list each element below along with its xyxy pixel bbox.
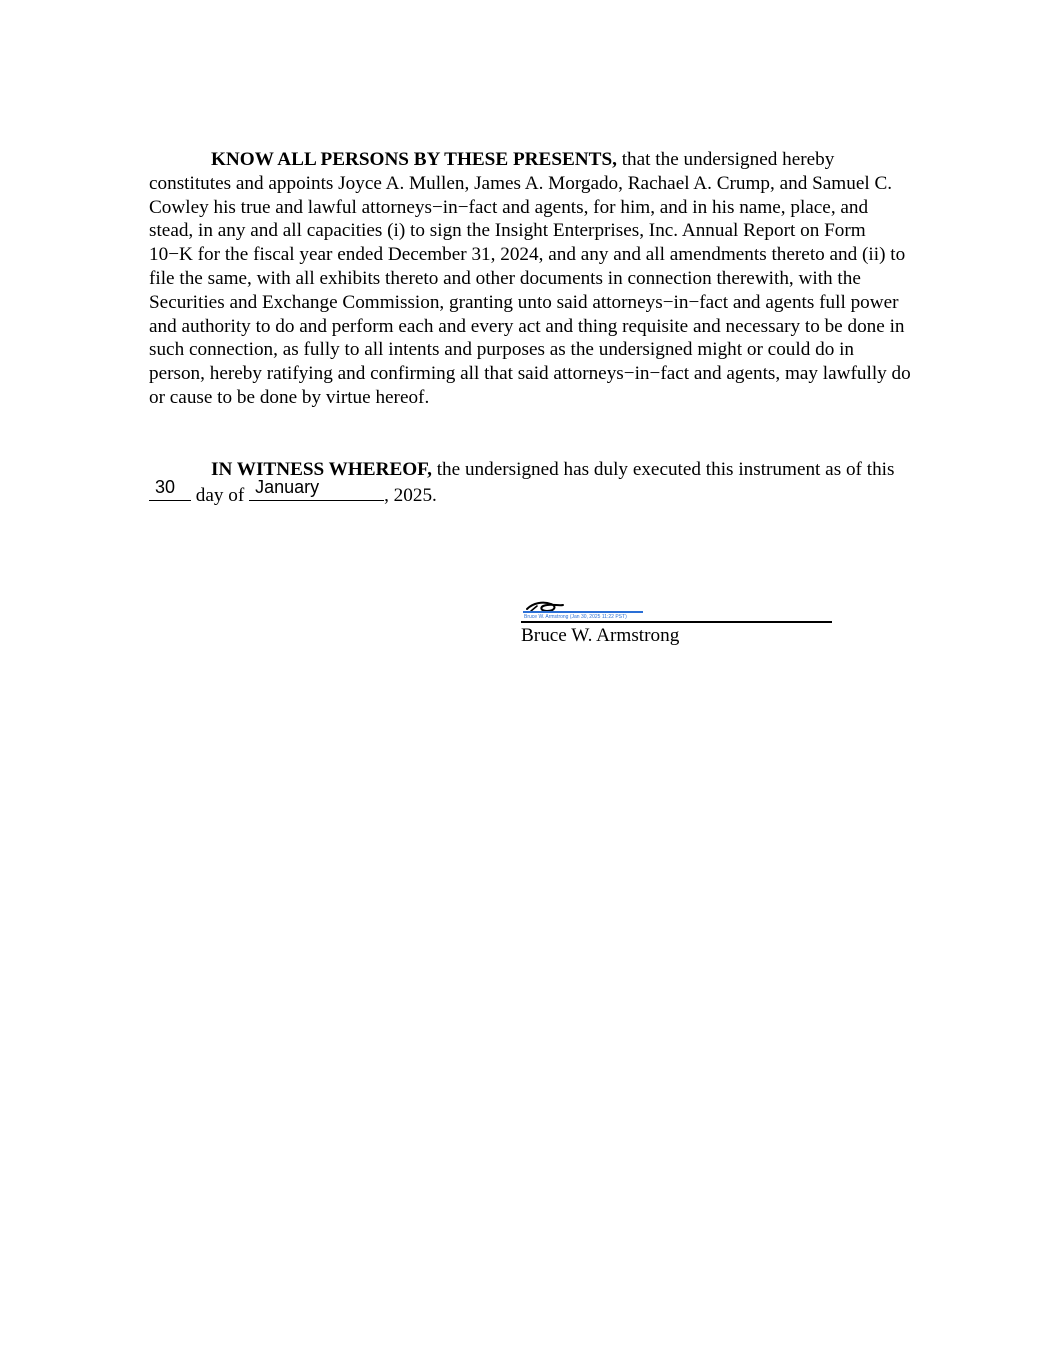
month-field[interactable] bbox=[249, 476, 384, 501]
grant-paragraph bbox=[149, 148, 911, 410]
month-value: January bbox=[255, 476, 320, 497]
grant-body: that the undersigned hereby constitutes and appoints Joyce A. Mullen, James A. Morgado, Rachael A. Crump, and Samuel C. Cowley his true and lawful attorneys−in−fact and agents, for him, and in his name, place, and stead, in any and all capacities (i) to sign the Insight Enterprises, Inc. Annual Report on Form 10−K for the fiscal year ended December 31, 2024, and any and all amendments thereto and (ii) to file the same, with all exhibits thereto and other documents in connection therewith, with the Securities and Exchange Commission, granting unto said attorneys−in−fact and agents full power and authority to do and perform each and every act and thing requisite and necessary to be done in such connection, as fully to all intents and purposes as the undersigned might or could do in person, hereby ratifying and confirming all that said attorneys−in−fact and agents, may lawfully do or cause to be done by virtue hereof. bbox=[149, 149, 911, 408]
signer-name: Bruce W. Armstrong bbox=[521, 625, 680, 646]
grant-lead: KNOW ALL PERSONS BY THESE PRESENTS, bbox=[211, 149, 617, 170]
day-field[interactable] bbox=[149, 476, 191, 501]
witness-paragraph bbox=[149, 458, 911, 508]
year-suffix: , 2025. bbox=[384, 484, 437, 506]
witness-lead: IN WITNESS WHEREOF, bbox=[211, 459, 432, 480]
day-value: 30 bbox=[155, 476, 176, 497]
day-connector: day of bbox=[191, 484, 250, 506]
witness-body: the undersigned has duly executed this instrument as of this bbox=[431, 459, 895, 480]
signature-line bbox=[521, 621, 832, 623]
signature-underline-accent bbox=[523, 611, 643, 613]
signature-timestamp: Bruce W. Armstrong (Jan 30, 2025 11:22 PST) bbox=[524, 614, 627, 620]
